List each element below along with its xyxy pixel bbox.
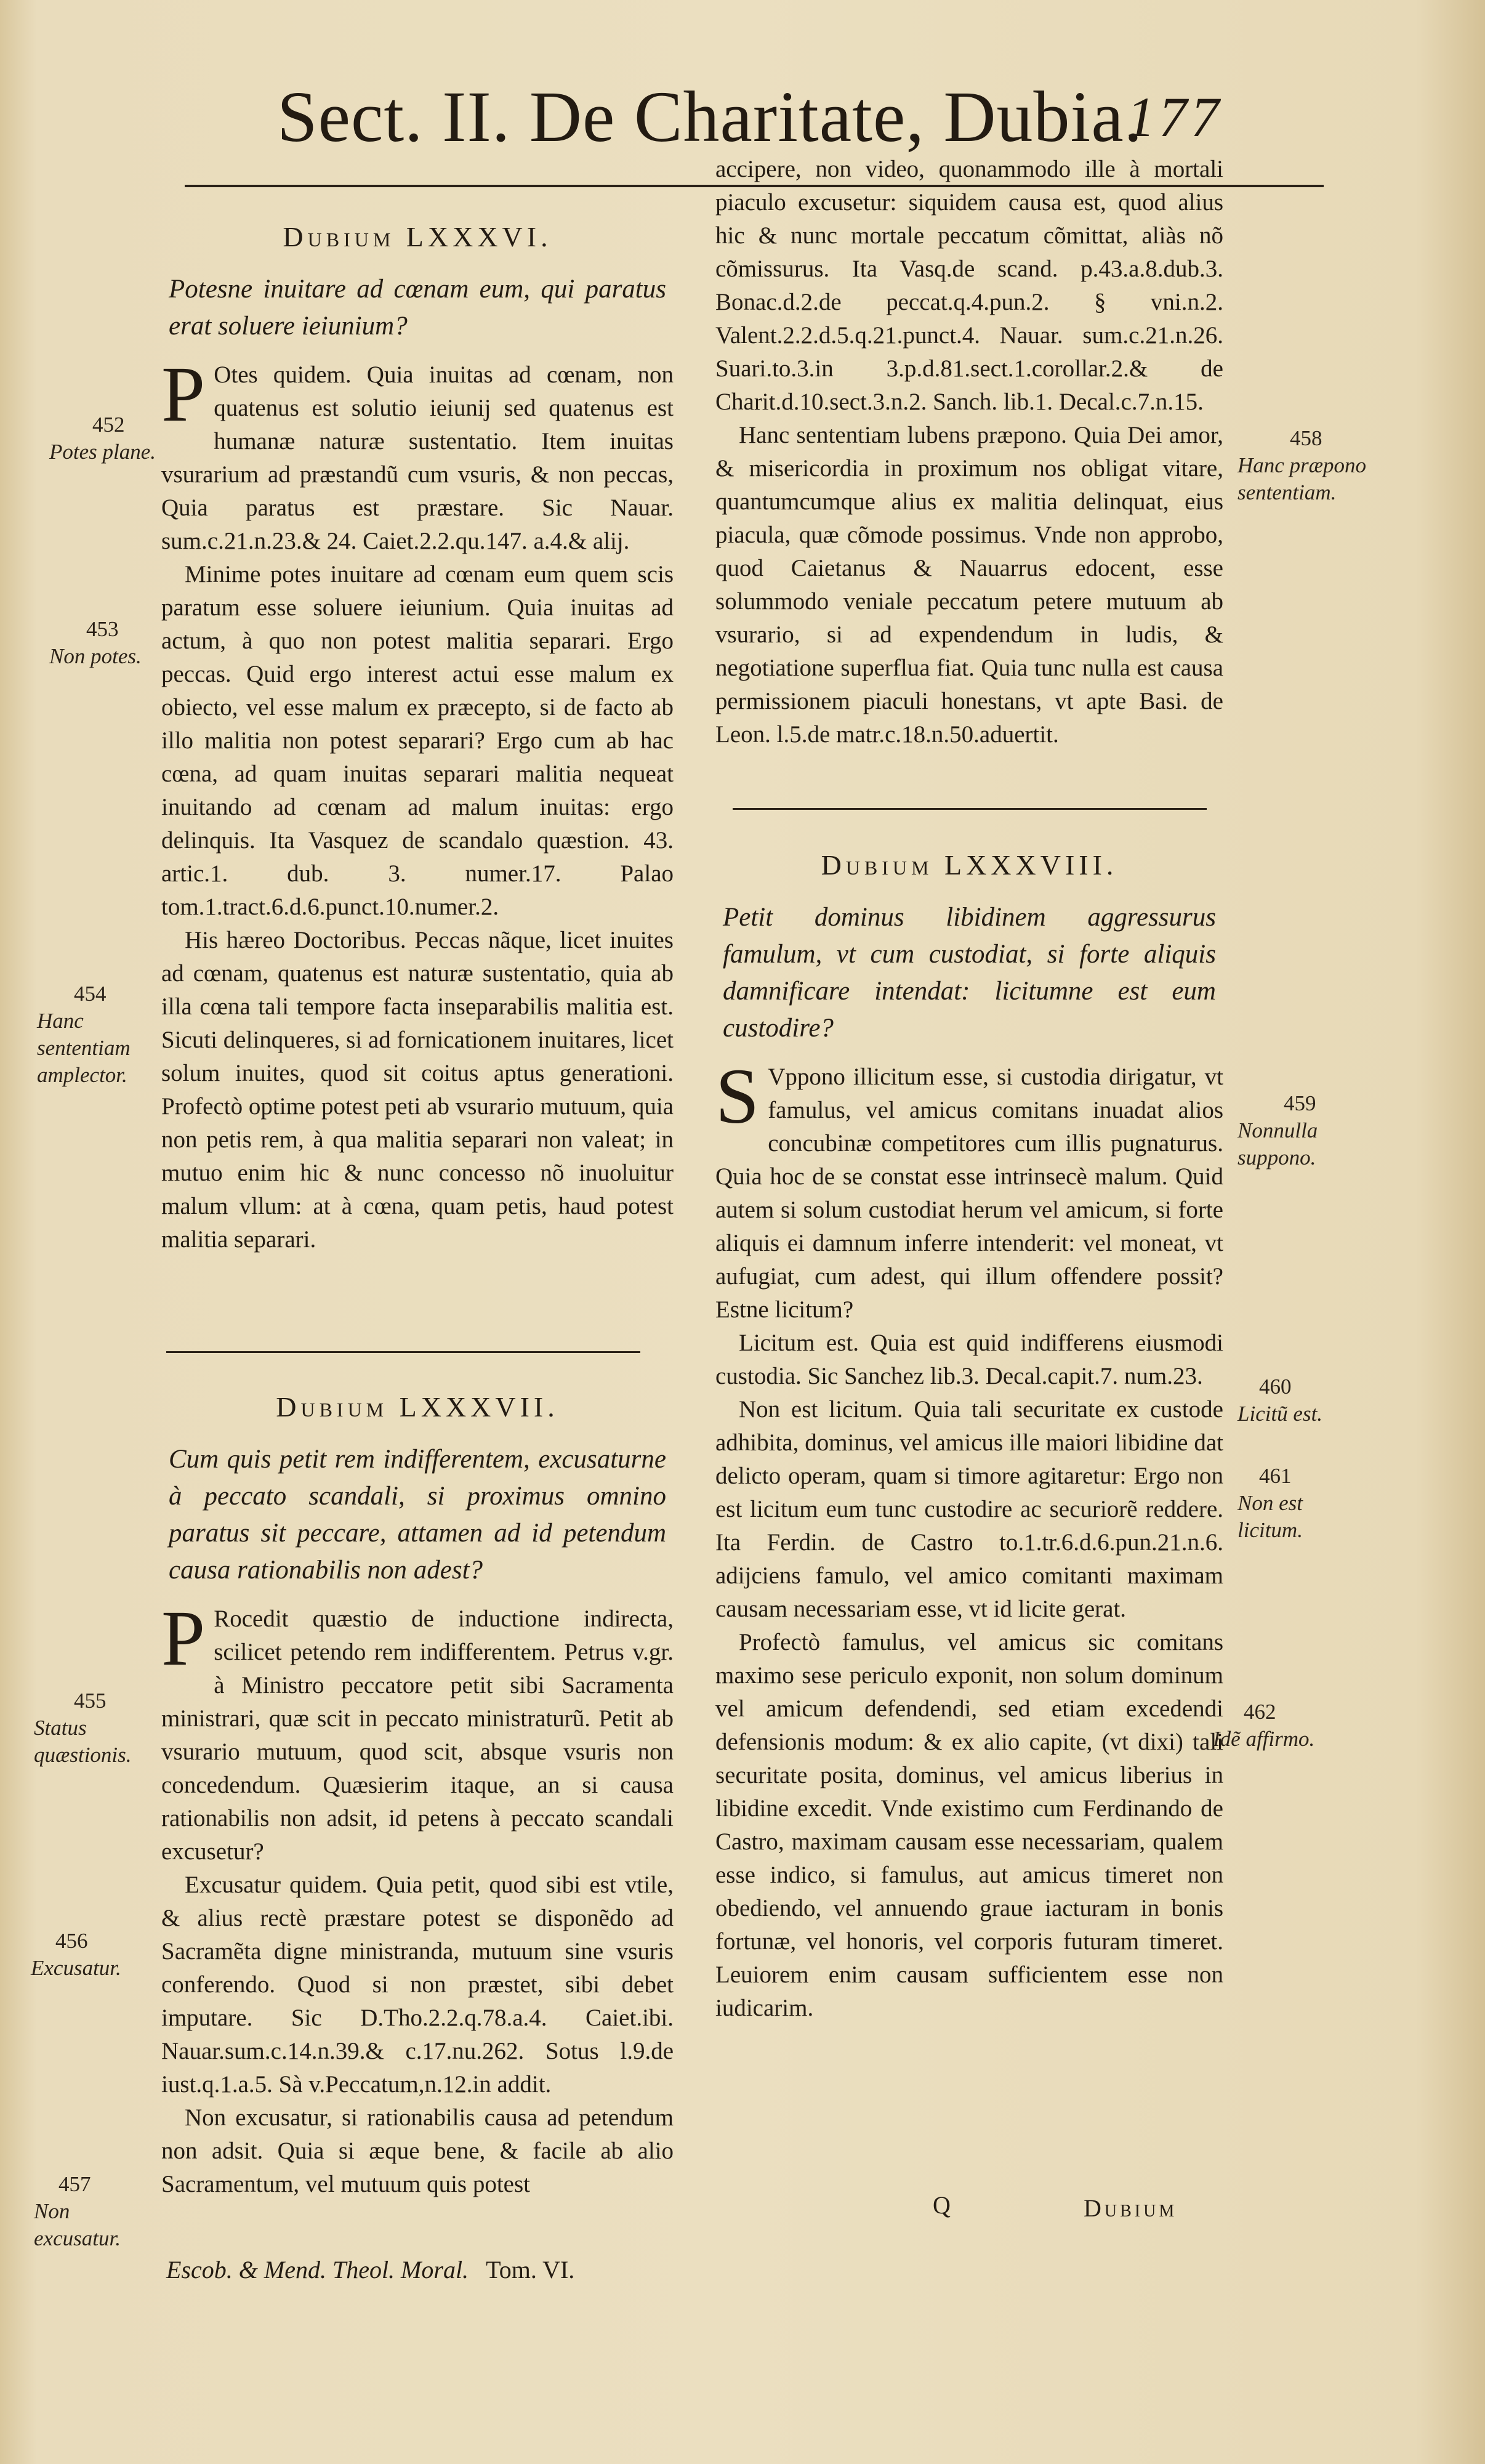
right-column xyxy=(715,153,1223,751)
margin-note-text: Non potes. xyxy=(49,644,142,668)
margin-note-number: 459 xyxy=(1284,1091,1316,1115)
margin-note-number: 452 xyxy=(92,413,125,437)
dubium-87-para-1 xyxy=(161,1594,674,1868)
margin-note-461 xyxy=(1238,1463,1354,1544)
dubium-86-para-1-text: Otes quidem. Quia inuitas ad cœnam, non quatenus est solutio ieiunij sed quatenus est humanæ naturæ sustentatio. Item inuitas vsurarium ad præstandũ cum vsuris, & non peccas, Quia paratus est præstare. Sic Nauar. sum.c.21.n.23.& 24. Caiet.2.2.qu.147. a.4.& alij. xyxy=(161,362,674,554)
dubium-87-heading: Dubium LXXXVII. xyxy=(276,1391,559,1423)
margin-note-text: Licitũ est. xyxy=(1238,1402,1323,1426)
margin-note-number: 454 xyxy=(74,982,107,1006)
margin-note-455 xyxy=(34,1687,151,1769)
margin-note-text: Nonnulla suppono. xyxy=(1238,1118,1318,1169)
drop-cap: P xyxy=(161,350,206,438)
dubium-88-para-1-text: Vppono illicitum esse, si custodia dirigatur, vt famulus, vel amicus comitans inuadat alios concubinæ competitores cum illis pugnaturus. Quia hoc de se constat esse intrinsecè malum. Quid autem si solum custodiat herum vel amicum, si forte aliquis ei damnum inferre intenderit: vel moneat, vt aufugiat, cum adest, qui illum offendere possit? Estne licitum? xyxy=(715,1064,1223,1323)
dubium-86-heading: Dubium LXXXVI. xyxy=(283,221,552,252)
dubium-86-para-1 xyxy=(161,350,674,558)
dubium-88-para-1 xyxy=(715,1052,1223,1327)
running-head: Sect. II. De Charitate, Dubia. xyxy=(277,76,1143,157)
margin-note-459 xyxy=(1238,1090,1361,1171)
drop-cap: S xyxy=(715,1052,760,1140)
margin-note-text: Non excusatur. xyxy=(34,2199,121,2250)
dubium-87-para-2: Excusatur quidem. Quia petit, quod sibi est vtile, & alius rectè præstare potest se disponẽdo ad Sacramẽta digne ministranda, mutuum sine vsuris conferendo. Quod si non præstet, sibi debet imputare. Sic D.Tho.2.2.q.78.a.4. Caiet.ibi. Nauar.sum.c.14.n.39.& c.17.nu.262. Sotus l.9.de iust.q.1.a.5. Sà v.Peccatum,n.12.in addit. xyxy=(161,1872,674,2098)
margin-note-number: 461 xyxy=(1259,1464,1292,1488)
margin-note-456 xyxy=(31,1928,160,1982)
page-number: 177 xyxy=(1127,86,1223,148)
margin-note-number: 456 xyxy=(55,1929,88,1953)
margin-note-454 xyxy=(37,980,154,1089)
continuation-para: accipere, non video, quonammodo ille à mortali piaculo excusetur: siquidem causa est, quod alius hic & nunc mortale peccatum cõmittat, aliàs nõ cõmissurus. Ita Vasq.de scand. p.43.a.8.dub.3. Bonac.d.2.de peccat.q.4.pun.2. § vni.n.2. Valent.2.2.d.5.q.21.punct.4. Nauar. sum.c.21.n.26. Suari.to.3.in 3.p.d.81.sect.1.corollar.2.& de Charit.d.10.sect.3.n.2. Sanch. lib.1. Decal.c.7.n.15. xyxy=(715,156,1223,415)
margin-note-462 xyxy=(1213,1699,1354,1753)
margin-note-number: 455 xyxy=(74,1689,107,1713)
margin-note-text: Hanc sententiam amplector. xyxy=(37,1009,131,1087)
dubium-86-question: Potesne inuitare ad cœnam eum, qui paratus erat soluere ieiunium? xyxy=(169,275,666,341)
footer-citation-tome: Tom. VI. xyxy=(486,2256,575,2284)
catchword: Dubium xyxy=(1084,2194,1178,2222)
margin-note-text: Idẽ affirmo. xyxy=(1213,1727,1315,1751)
margin-note-text: Status quæstionis. xyxy=(34,1716,132,1767)
margin-note-452 xyxy=(49,411,172,466)
margin-note-number: 462 xyxy=(1244,1700,1276,1724)
dubium-88-question: Petit dominus libidinem aggressurus famulum, vt cum custodiat, si forte aliquis damnificare intendat: licitumne est eum custodire? xyxy=(723,903,1216,1043)
hanc-sententiam-para: Hanc sententiam lubens præpono. Quia Dei amor, & misericordia in proximum nos obligat vitare, quantumcumque alius ex malitia delinquat, eius piacula, quæ cõmode possimus. Vnde non approbo, quod Caietanus & Nauarrus edocent, esse solummodo veniale peccatum petere mutuum ab vsurario, si ad expendendum in ludis, & negotiatione superflua fiat. Quia tunc nulla est causa permissionem piaculi honestans, vt apte Basi. de Leon. l.5.de matr.c.18.n.50.aduertit. xyxy=(715,422,1223,748)
dubium-88-para-4: Profectò famulus, vel amicus sic comitans maximo sese periculo exponit, non solum dominum vel amicum defendendi, sed etiam excedendi defensionis modum: & ex alio capite, (vt dixi) tali securitate posita, dominus, vel amicus liberius in libidine excedit. Vnde existimo cum Ferdinando de Castro, maximam causam esse necessariam, qualem esse indico, si famulus, aut amicus timeret non obediendo, vel annuendo graue iacturam in bonis fortunæ, vel honoris, vel corporis futuram timeret. Leuiorem enim causam sufficientem esse non iudicarim. xyxy=(715,1629,1223,2021)
margin-note-number: 460 xyxy=(1259,1375,1292,1399)
dubium-88-para-3: Non est licitum. Quia tali securitate ex custode adhibita, dominus, vel amicus ille maiori libidine dat delicto operam, quam si timore agitaretur: Ergo non est licitum eum tunc custodire ac securiorẽ reddere. Ita Ferdin. de Castro to.1.tr.6.d.6.pun.21.n.6. adijciens famulo, vel amico comitanti maximam causam necessariam esse, vt id licite gerat. xyxy=(715,1396,1223,1622)
margin-note-text: Excusatur. xyxy=(31,1956,121,1980)
margin-note-text: Potes plane. xyxy=(49,440,156,464)
signature-mark: Q xyxy=(933,2191,954,2219)
dubium-88-heading: Dubium LXXXVIII. xyxy=(821,849,1118,881)
section-rule-left xyxy=(166,1351,640,1353)
dubium-86-para-3: His hæreo Doctoribus. Peccas nãque, licet inuites ad cœnam, quatenus est naturæ sustentatio, quia ab illa cœna tali tempore facta inseparabilis malitia est. Sicuti delinqueres, si ad fornicationem inuitares, licet solum inuites, quod sit coitus aptus generationi. Profectò optime potest peti ab vsurario mutuum, quia non petis rem, à qua malitia separari non valeat; in mutuo enim hic & nunc concesso nõ inuoluitur malum vllum: at à cœna, quam petis, haud potest malitia separari. xyxy=(161,927,674,1253)
dubium-87-para-1-text: Rocedit quæstio de inductione indirecta, scilicet petendo rem indifferentem. Petrus v.gr. à Ministro peccatore petit sibi Sacramenta ministrari, quæ scit in peccato ministraturũ. Petit ab vsurario mutuum, quod scit, absque vsuris non concedendum. Quæsierim itaque, an si causa rationabilis non adsit, id petens à peccato scandali excusetur? xyxy=(161,1606,674,1865)
footer-citation xyxy=(166,2254,671,2286)
margin-note-453 xyxy=(49,616,172,670)
left-column xyxy=(161,216,674,1256)
margin-note-number: 457 xyxy=(58,2172,91,2196)
margin-note-460 xyxy=(1238,1373,1354,1428)
margin-note-text: Non est licitum. xyxy=(1238,1491,1303,1542)
dubium-88-para-2: Licitum est. Quia est quid indifferens eiusmodi custodia. Sic Sanchez lib.3. Decal.capit.7. num.23. xyxy=(715,1330,1223,1389)
dubium-87-question: Cum quis petit rem indifferentem, excusaturne à peccato scandali, si proximus omnino paratus sit peccare, attamen ad id petendum causa rationabilis non adest? xyxy=(169,1445,666,1585)
footer-citation-author: Escob. & Mend. Theol. Moral. xyxy=(166,2256,469,2284)
section-rule-right xyxy=(733,808,1207,810)
dubium-87-para-3: Non excusatur, si rationabilis causa ad petendum non adsit. Quia si æque bene, & facile ab alio Sacramentum, vel mutuum quis potest xyxy=(161,2104,674,2197)
right-column-lower xyxy=(715,844,1223,2025)
left-column-lower xyxy=(161,1386,674,2201)
drop-cap: P xyxy=(161,1594,206,1682)
margin-note-458 xyxy=(1238,425,1367,506)
margin-note-number: 453 xyxy=(86,617,119,641)
dubium-86-para-2: Minime potes inuitare ad cœnam eum quem scis paratum esse soluere ieiunium. Quia inuitas ad actum, à quo non potest malitia separari. Ergo peccas. Quid ergo interest actui esse malum ex obiecto, vel esse malum ex præcepto, si de facto ab illo malitia non potest separari? Ergo cum ab hac cœna, ad quam inuitas separari malitia nequeat inuitando ad cœnam ad malum inuitas: ergo delinquis. Ita Vasquez de scandalo quæstion. 43. artic.1. dub. 3. numer.17. Palao tom.1.tract.6.d.6.punct.10.numer.2. xyxy=(161,561,674,920)
margin-note-number: 458 xyxy=(1290,426,1322,450)
margin-note-text: Hanc præpono sententiam. xyxy=(1238,453,1367,504)
margin-note-457 xyxy=(34,2171,145,2252)
